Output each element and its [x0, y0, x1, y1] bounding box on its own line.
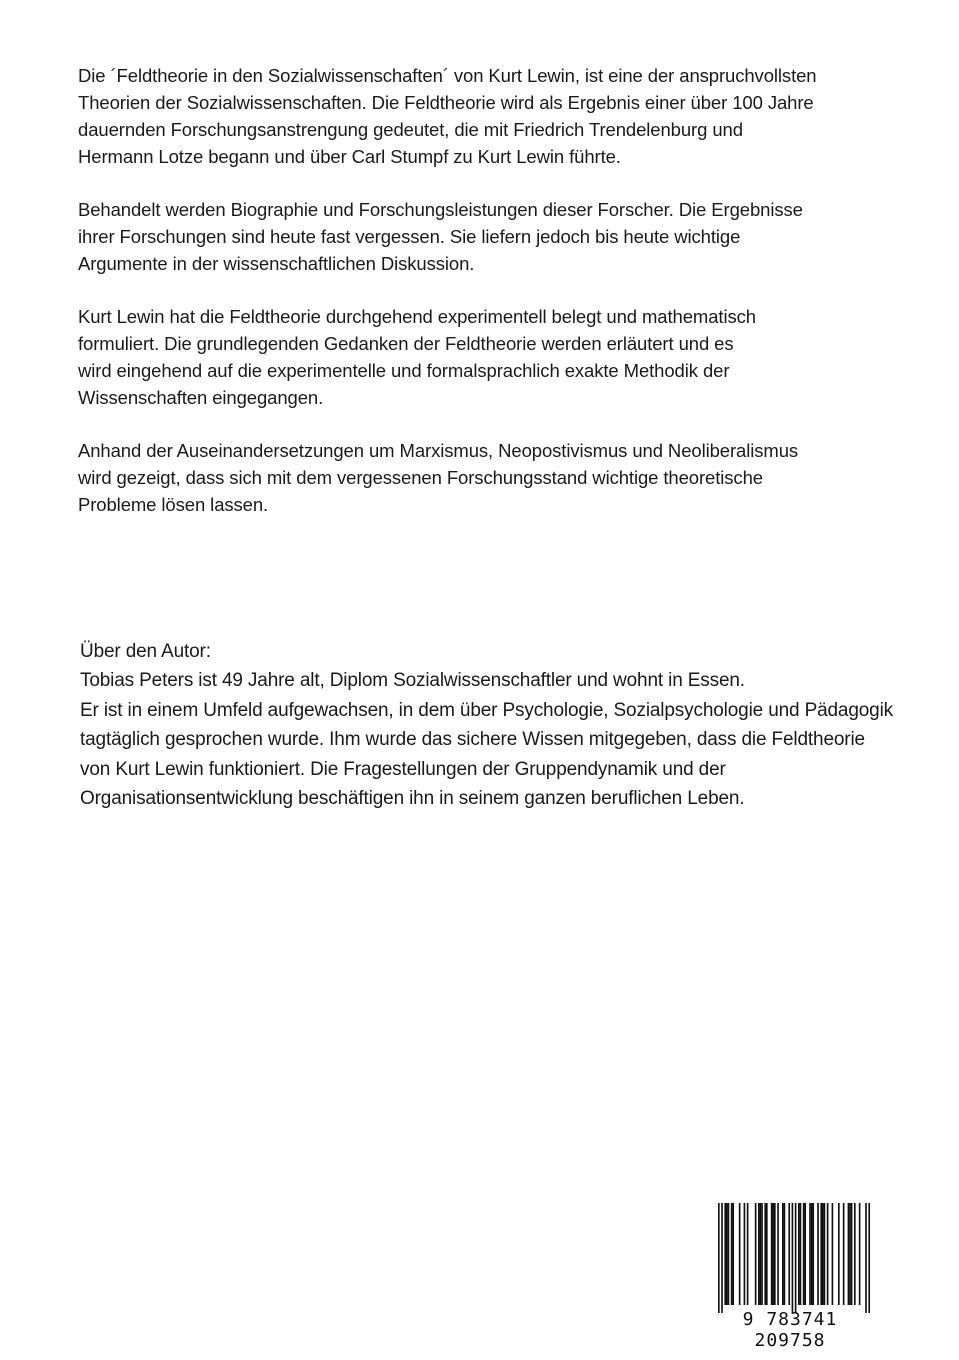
barcode-bar [832, 1203, 834, 1305]
barcode-bar [827, 1203, 829, 1305]
barcode-bar [771, 1203, 773, 1305]
author-heading: Über den Autor: [80, 641, 211, 662]
barcode-bar [732, 1203, 734, 1305]
isbn-barcode [704, 1203, 876, 1351]
barcode-bar [809, 1203, 811, 1305]
barcode-bar [854, 1203, 856, 1305]
barcode-bar [782, 1203, 784, 1305]
barcode-guard-bar [868, 1203, 870, 1313]
barcode-bar [811, 1203, 813, 1305]
barcode-bar [726, 1203, 728, 1305]
barcode-bar [798, 1203, 800, 1305]
barcode-bar [804, 1203, 806, 1305]
barcode-bar [800, 1203, 802, 1305]
about-author [80, 637, 910, 813]
barcode-guard-bar [795, 1203, 797, 1313]
barcode-bar [817, 1203, 819, 1305]
text-line: Kurt Lewin hat die Feldtheorie durchgehend experimentell belegt und mathematisch [78, 306, 756, 327]
text-line: Argumente in der wissenschaftlichen Diskussion. [78, 253, 475, 274]
barcode-bar [724, 1203, 726, 1305]
barcode-bar [788, 1203, 790, 1305]
text-line: Probleme lösen lassen. [78, 494, 269, 515]
text-line: Hermann Lotze begann und über Carl Stumpf zu Kurt Lewin führte. [78, 146, 621, 167]
barcode-bar [784, 1203, 786, 1305]
barcode-guard-bar [718, 1203, 720, 1313]
text-line: wird gezeigt, dass sich mit dem vergessenen Forschungsstand wichtige theoretische [78, 467, 763, 488]
blurb-paragraph [78, 437, 908, 518]
text-line: Er ist in einem Umfeld aufgewachsen, in dem über Psychologie, Sozialpsychologie und Pädagogik [80, 699, 894, 721]
text-line: Die ´Feldtheorie in den Sozialwissenschaften´ von Kurt Lewin, ist eine der anspruchvollsten [78, 65, 817, 86]
barcode-bar [739, 1203, 741, 1305]
barcode-bar [838, 1203, 840, 1305]
text-line: dauernden Forschungsanstrengung gedeutet, die mit Friedrich Trendelenburg und [78, 119, 743, 140]
blurb-paragraph [78, 196, 908, 277]
barcode-bar [728, 1203, 730, 1305]
barcode-bar [766, 1203, 768, 1305]
barcode-bar [777, 1203, 779, 1305]
barcode-guard-bar [865, 1203, 867, 1313]
barcode-bar [803, 1203, 805, 1305]
text-line: Behandelt werden Biographie und Forschungsleistungen dieser Forscher. Die Ergebnisse [78, 199, 803, 220]
barcode-bar [859, 1203, 861, 1305]
barcode-bar [848, 1203, 850, 1305]
text-line: von Kurt Lewin funktioniert. Die Fragestellungen der Gruppendynamik und der [80, 758, 726, 780]
barcode-guard-bar [792, 1203, 794, 1313]
book-blurb [78, 62, 908, 544]
barcode-guard-bar [721, 1203, 723, 1313]
text-line: Organisationsentwicklung beschäftigen ihn in seinem ganzen beruflichen Leben. [80, 788, 745, 810]
blurb-paragraph [78, 303, 908, 411]
text-line: formuliert. Die grundlegenden Gedanken der Feldtheorie werden erläutert und es [78, 333, 734, 354]
barcode-bar [851, 1203, 853, 1305]
barcode-bar [822, 1203, 824, 1305]
barcode-bar [744, 1203, 746, 1305]
barcode-bar [760, 1203, 762, 1305]
barcode-bar [849, 1203, 851, 1305]
barcode-bar [731, 1203, 733, 1305]
barcode-bar [812, 1203, 814, 1305]
barcode-bar [761, 1203, 763, 1305]
barcode-bar [824, 1203, 826, 1305]
barcode-bar [758, 1203, 760, 1305]
barcode-bar [843, 1203, 845, 1305]
barcode-bar [747, 1203, 749, 1305]
barcode-bars [704, 1203, 876, 1313]
isbn-digits: 9 783741 209758 [742, 1309, 838, 1351]
text-line: wird eingehend auf die experimentelle und formalsprachlich exakte Methodik der [78, 360, 730, 381]
text-line: Wissenschaften eingegangen. [78, 387, 324, 408]
text-line: Tobias Peters ist 49 Jahre alt, Diplom Sozialwissenschaftler und wohnt in Essen. [80, 670, 745, 692]
text-line: tagtäglich gesprochen wurde. Ihm wurde das sichere Wissen mitgegeben, dass die Feldtheorie [80, 729, 865, 751]
barcode-bar [820, 1203, 822, 1305]
text-line: Theorien der Sozialwissenschaften. Die Feldtheorie wird als Ergebnis einer über 100 Jahre [78, 92, 814, 113]
text-line: Anhand der Auseinandersetzungen um Marxismus, Neopostivismus und Neoliberalismus [78, 440, 799, 461]
barcode-bar [764, 1203, 766, 1305]
barcode-bar [774, 1203, 776, 1305]
blurb-paragraph [78, 62, 908, 170]
barcode-bar [772, 1203, 774, 1305]
barcode-bar [755, 1203, 757, 1305]
text-line: ihrer Forschungen sind heute fast vergessen. Sie liefern jedoch bis heute wichtige [78, 226, 741, 247]
